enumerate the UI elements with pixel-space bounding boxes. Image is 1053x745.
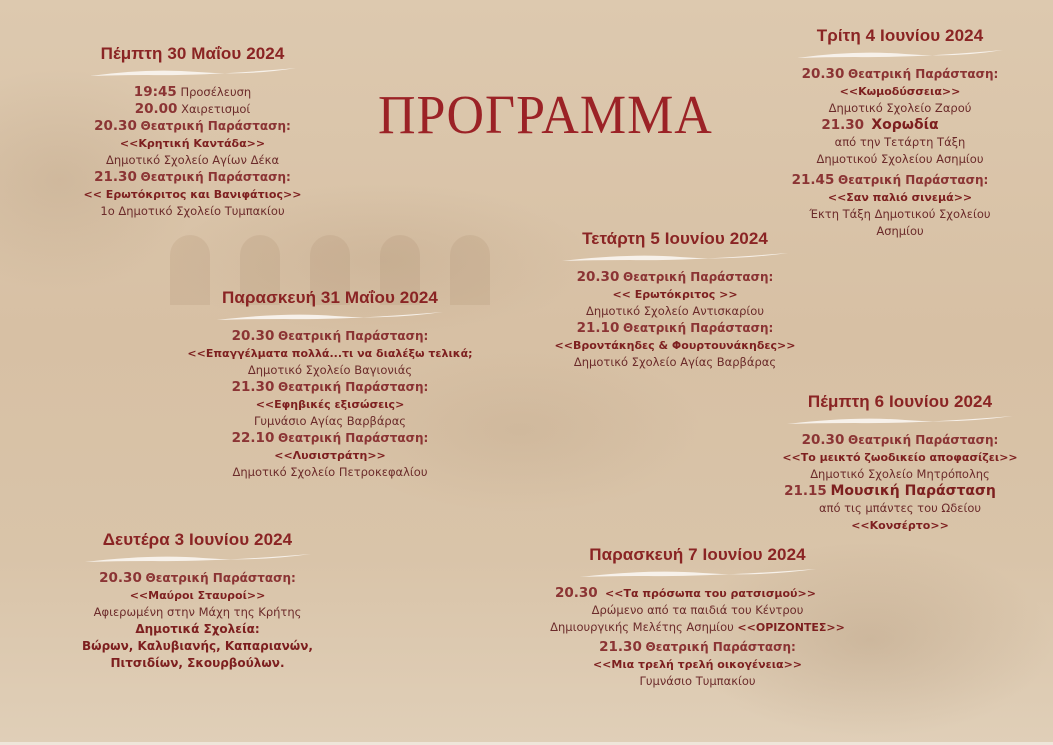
venue: Δημοτικό Σχολείο Ζαρού — [828, 101, 972, 115]
venue: Δημοτικό Σχολείο Βαγιονιάς — [247, 363, 413, 377]
show-title: <<Εφηβικές εξισώσεις> — [255, 398, 405, 411]
swoosh-divider — [215, 310, 445, 322]
day-heading: Παρασκευή 7 Ιουνίου 2024 — [589, 545, 806, 564]
swoosh-divider — [578, 567, 818, 579]
venue: Γυμνάσιο Αγίας Βαρβάρας — [253, 414, 407, 428]
venue: από την Τετάρτη Τάξη — [834, 135, 966, 149]
venue: Δημοτικό Σχολείο Αντισκαρίου — [586, 304, 764, 318]
show-title: <<Λυσιστράτη>> — [274, 449, 386, 462]
day-block-fri7: Παρασκευή 7 Ιουνίου 2024 20.30 <<Τα πρόσωπα του ρατσισμού>> Δρώμενο από τα παιδιά του Κέντρου Δημιουργικής Μελέτης Ασημίου <<ΟΡΙΖΟΝΤΕΣ>> 21.30 Θεατρική Παράσταση: <<Μια τρελή τρελή οικογένεια>> Γυμνάσιο Τυμπακίου — [545, 545, 850, 690]
day-heading: Τετάρτη 5 Ιουνίου 2024 — [582, 229, 768, 248]
day-heading: Τρίτη 4 Ιουνίου 2024 — [816, 26, 984, 45]
venue: 1ο Δημοτικό Σχολείο Τυμπακίου — [100, 204, 285, 218]
dedication: Αφιερωμένη στην Μάχη της Κρήτης — [93, 605, 302, 619]
group-name: <<ΟΡΙΖΟΝΤΕΣ>> — [737, 621, 845, 634]
venue: Έκτη Τάξη Δημοτικού Σχολείου — [809, 207, 991, 221]
venue: Δημοτικό Σχολείο Αγίων Δέκα — [105, 153, 280, 167]
venue: Δρώμενο από τα παιδιά του Κέντρου — [591, 603, 804, 617]
show-title: <<Κωμοδύσσεια>> — [839, 85, 961, 98]
venue: Δημοτικό Σχολείο Μητρόπολης — [810, 467, 990, 481]
day-block-mon3: Δευτέρα 3 Ιουνίου 2024 20.30 Θεατρική Παράσταση: <<Μαύροι Σταυροί>> Αφιερωμένη στην Μάχη της Κρήτης Δημοτικά Σχολεία: Βώρων, Καλυβιανής, Καπαριανών, Πιτσιδίων, Σκουρβούλων. — [60, 530, 335, 672]
show-title: <<Κονσέρτο>> — [851, 519, 949, 532]
show-title: <<Μαύροι Σταυροί>> — [129, 589, 266, 602]
swoosh-divider — [795, 48, 1005, 60]
venue: Δημοτικό Σχολείο Αγίας Βαρβάρας — [573, 355, 777, 369]
swoosh-divider — [88, 66, 298, 78]
schools-list: Πιτσιδίων, Σκουρβούλων. — [110, 656, 285, 670]
show-title: <<Το μεικτό ζωοδικείο αποφασίζει>> — [782, 451, 1018, 464]
venue: Δημοτικού Σχολείου Ασημίου — [816, 152, 984, 166]
day-heading: Πέμπτη 30 Μαΐου 2024 — [100, 44, 285, 63]
show-title: <<Σαν παλιό σινεμά>> — [827, 191, 973, 204]
show-title: <<Επαγγέλματα πολλά...τι να διαλέξω τελικά; — [187, 347, 473, 360]
day-block-wed5: Τετάρτη 5 Ιουνίου 2024 20.30 Θεατρική Παράσταση: << Ερωτόκριτος >> Δημοτικό Σχολείο Αντισκαρίου 21.10 Θεατρική Παράσταση: <<Βροντάκηδες & Φουρτουνάκηδες>> Δημοτικό Σχολείο Αγίας Βαρβάρας — [540, 229, 810, 371]
day-block-tue4: Τρίτη 4 Ιουνίου 2024 20.30 Θεατρική Παράσταση: <<Κωμοδύσσεια>> Δημοτικό Σχολείο Ζαρού 21.30 Χορωδία από την Τετάρτη Τάξη Δημοτικού Σχολείου Ασημίου 21.45 Θεατρική Παράσταση: <<Σαν παλιό σινεμά>> Έκτη Τάξη Δημοτικού Σχολείου Ασημίου — [770, 26, 1030, 240]
show-title: << Ερωτόκριτος >> — [612, 288, 738, 301]
show-title: <<Βροντάκηδες & Φουρτουνάκηδες>> — [554, 339, 796, 352]
day-block-thu30: Πέμπτη 30 Μαΐου 2024 19:45 Προσέλευση 20.00 Χαιρετισμοί 20.30 Θεατρική Παράσταση: <<Κρητική Καντάδα>> Δημοτικό Σχολείο Αγίων Δέκα 21.30 Θεατρική Παράσταση: << Ερωτόκριτος και Βανιφάτιος>> 1ο Δημοτικό Σχολείο Τυμπακίου — [60, 44, 325, 220]
day-heading: Δευτέρα 3 Ιουνίου 2024 — [102, 530, 293, 549]
venue: Δημοτικό Σχολείο Πετροκεφαλίου — [232, 465, 428, 479]
venue: από τις μπάντες του Ωδείου — [818, 501, 982, 515]
show-title: << Ερωτόκριτος και Βανιφάτιος>> — [83, 188, 302, 201]
day-heading: Παρασκευή 31 Μαΐου 2024 — [222, 288, 438, 307]
show-title: <<Κρητική Καντάδα>> — [119, 137, 266, 150]
swoosh-divider — [560, 251, 790, 263]
schools-label: Δημοτικά Σχολεία: — [135, 622, 260, 636]
schools-list: Βώρων, Καλυβιανής, Καπαριανών, — [82, 639, 313, 653]
venue: Ασημίου — [876, 224, 924, 238]
swoosh-divider — [83, 552, 313, 564]
venue: Δημιουργικής Μελέτης Ασημίου <<ΟΡΙΖΟΝΤΕΣ>> — [550, 620, 845, 634]
day-block-fri31: Παρασκευή 31 Μαΐου 2024 20.30 Θεατρική Παράσταση: <<Επαγγέλματα πολλά...τι να διαλέξω τελικά; Δημοτικό Σχολείο Βαγιονιάς 21.30 Θεατρική Παράσταση: <<Εφηβικές εξισώσεις> Γυμνάσιο Αγίας Βαρβάρας 22.10 Θεατρική Παράσταση: <<Λυσιστράτη>> Δημοτικό Σχολείο Πετροκεφαλίου — [180, 288, 480, 481]
day-heading: Πέμπτη 6 Ιουνίου 2024 — [807, 392, 993, 411]
venue: Γυμνάσιο Τυμπακίου — [639, 674, 756, 688]
show-title: <<Μια τρελή τρελή οικογένεια>> — [592, 658, 803, 671]
swoosh-divider — [785, 414, 1015, 426]
page-title: ΠΡΟΓΡΑΜΜΑ — [378, 85, 713, 146]
day-block-thu6: Πέμπτη 6 Ιουνίου 2024 20.30 Θεατρική Παράσταση: <<Το μεικτό ζωοδικείο αποφασίζει>> Δημοτικό Σχολείο Μητρόπολης 21.15 Μουσική Παράσταση από τις μπάντες του Ωδείου <<Κονσέρτο>> — [765, 392, 1035, 534]
